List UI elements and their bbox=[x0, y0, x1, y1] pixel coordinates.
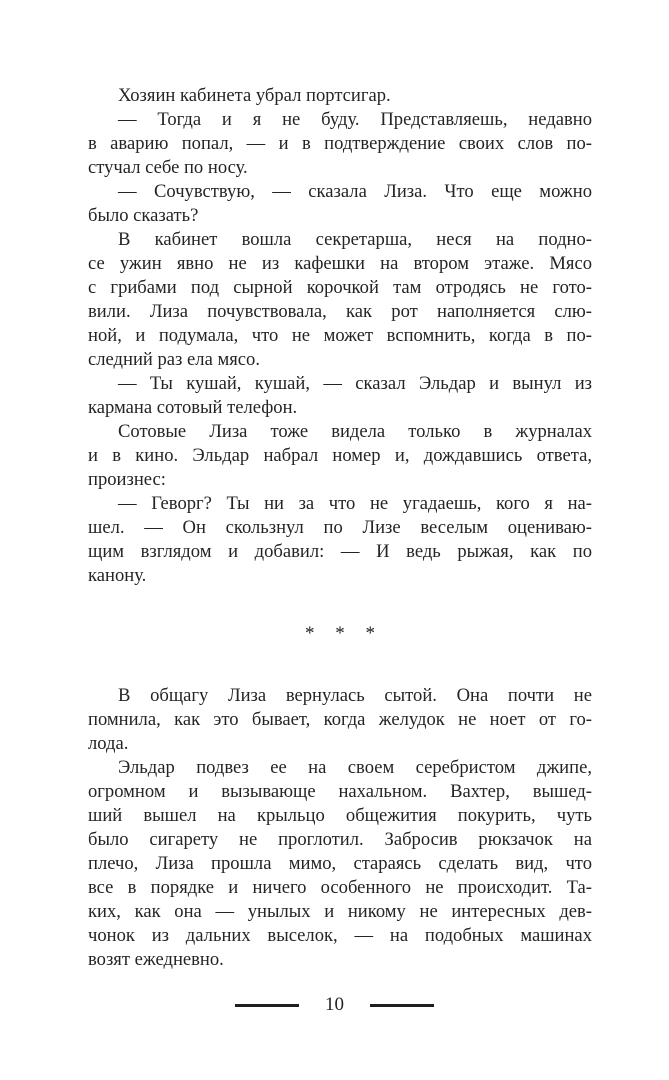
text-line: Сотовые Лиза тоже видела только в журналах bbox=[118, 421, 592, 442]
text-line: плечо, Лиза прошла мимо, стараясь сделать вид, что bbox=[88, 853, 592, 874]
text-line: ких, как она — унылых и никому не интересных дев- bbox=[88, 901, 592, 922]
paragraph bbox=[88, 420, 592, 492]
text-line: чонок из дальних выселок, — на подобных машинах bbox=[88, 925, 592, 946]
text-line: В общагу Лиза вернулась сытой. Она почти не bbox=[118, 685, 592, 706]
text-line: В кабинет вошла секретарша, неся на подно- bbox=[118, 229, 592, 250]
text-line: щим взглядом и добавил: — И ведь рыжая, как по bbox=[88, 541, 592, 562]
text-line: все в порядке и ничего особенного не происходит. Та- bbox=[88, 877, 592, 898]
paragraph bbox=[88, 180, 592, 228]
paragraph bbox=[88, 228, 592, 372]
paragraph bbox=[88, 108, 592, 180]
text-block bbox=[88, 84, 592, 972]
paragraph bbox=[88, 372, 592, 420]
text-line: — Тогда и я не буду. Представляешь, недавно bbox=[118, 109, 592, 130]
text-line: произнес: bbox=[88, 469, 166, 490]
text-line: помнила, как это бывает, когда желудок не ноет от го- bbox=[88, 709, 592, 730]
text-line: вили. Лиза почувствовала, как рот наполняется слю- bbox=[88, 301, 592, 322]
text-line: кармана сотовый телефон. bbox=[88, 397, 298, 418]
paragraph bbox=[88, 756, 592, 972]
paragraph bbox=[88, 492, 592, 588]
text-line: было сказать? bbox=[88, 205, 199, 226]
text-line: огромном и вызывающе нахальном. Вахтер, вышед- bbox=[88, 781, 592, 802]
text-line: лода. bbox=[88, 733, 129, 754]
text-line: ной, и подумала, что не может вспомнить, когда в по- bbox=[88, 325, 592, 346]
text-line: в аварию попал, — и в подтверждение своих слов по- bbox=[88, 133, 592, 154]
page-number: 10 bbox=[325, 994, 344, 1015]
text-line: ший вышел на крыльцо общежития покурить, чуть bbox=[88, 805, 592, 826]
footer-rule-right bbox=[370, 1004, 434, 1007]
text-line: — Сочувствую, — сказала Лиза. Что еще можно bbox=[118, 181, 592, 202]
page-footer bbox=[0, 994, 669, 1016]
text-line: — Ты кушай, кушай, — сказал Эльдар и вынул из bbox=[118, 373, 592, 394]
text-line: возят ежедневно. bbox=[88, 949, 224, 970]
text-line: шел. — Он скользнул по Лизе веселым оцениваю- bbox=[88, 517, 592, 538]
section-one bbox=[88, 84, 592, 588]
text-line: — Геворг? Ты ни за что не угадаешь, кого я на- bbox=[118, 493, 592, 514]
section-separator: * * * bbox=[305, 623, 375, 644]
paragraph bbox=[88, 684, 592, 756]
text-line: Хозяин кабинета убрал портсигар. bbox=[118, 85, 391, 106]
section-two bbox=[88, 684, 592, 972]
text-line: следний раз ела мясо. bbox=[88, 349, 260, 370]
footer-rule-left bbox=[235, 1004, 299, 1007]
text-line: было сигарету не проглотил. Забросив рюкзачок на bbox=[88, 829, 592, 850]
text-line: и в кино. Эльдар набрал номер и, дождавшись ответа, bbox=[88, 445, 592, 466]
text-line: стучал себе по носу. bbox=[88, 157, 248, 178]
text-line: с грибами под сырной корочкой там отродясь не гото- bbox=[88, 277, 592, 298]
text-line: канону. bbox=[88, 565, 147, 586]
paragraph bbox=[88, 84, 592, 108]
text-line: Эльдар подвез ее на своем серебристом джипе, bbox=[118, 757, 592, 778]
text-line: се ужин явно не из кафешки на втором этаже. Мясо bbox=[88, 253, 592, 274]
